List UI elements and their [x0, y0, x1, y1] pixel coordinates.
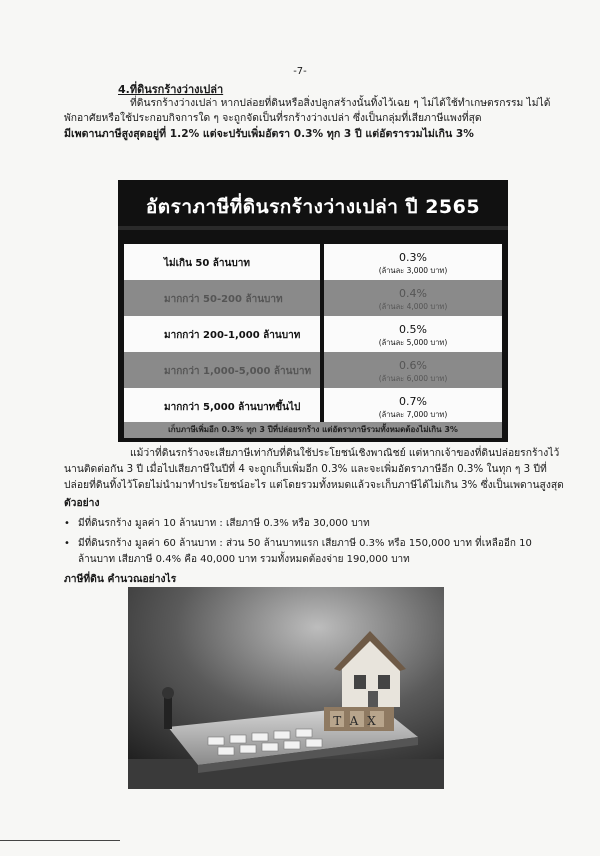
intro-line-1: ที่ดินรกร้างว่างเปล่า หากปล่อยที่ดินหรือสิ่งปลูกสร้างนั้นทิ้งไว้เฉย ๆ ไม่ได้ใช้ทำเกษตรกรรม ไม่ได้	[130, 97, 551, 109]
row-rate: 0.5%	[399, 323, 427, 336]
bullet-text: มีที่ดินรกร้าง มูลค่า 60 ล้านบาท : ส่วน 50 ล้านบาทแรก เสียภาษี 0.3% หรือ 150,000 บาท ที่เหลืออีก 10	[78, 538, 532, 549]
row-range: มากกว่า 1,000-5,000 ล้านบาท	[124, 352, 320, 388]
table-title: อัตราภาษีที่ดินรกร้างว่างเปล่า ปี 2565	[145, 196, 481, 218]
row-rate: 0.6%	[399, 359, 427, 372]
tax-rate-table	[118, 180, 508, 442]
tax-blocks	[324, 707, 394, 731]
photo-illustration	[128, 587, 444, 789]
list-item	[64, 536, 532, 551]
example-heading: ตัวอย่าง	[64, 497, 100, 509]
body-line-1: แม้ว่าที่ดินรกร้างจะเสียภาษีเท่ากับที่ดินใช้ประโยชน์เชิงพาณิชย์ แต่หากเจ้าของที่ดินปล่อยรกร้างไว้	[130, 447, 560, 459]
table-footer-note: เก็บภาษีเพิ่มอีก 0.3% ทุก 3 ปีที่ปล่อยรกร้าง แต่อัตราภาษีรวมทั้งหมดต้องไม่เกิน 3%	[124, 422, 502, 438]
body-line-2: นานติดต่อกัน 3 ปี เมื่อไปเสียภาษีในปีที่ 4 จะถูกเก็บเพิ่มอีก 0.3% และจะเพิ่มอัตราภาษีอีก 0.3% ในทุก ๆ 3 ปีที่	[64, 463, 547, 475]
table-row	[124, 316, 502, 352]
row-range: มากกว่า 5,000 ล้านบาทขึ้นไป	[124, 388, 320, 424]
table-row	[124, 244, 502, 280]
list-item-continuation	[78, 552, 410, 567]
row-rate-cell	[324, 244, 502, 280]
section-heading: 4.ที่ดินรกร้างว่างเปล่า	[118, 83, 224, 96]
row-range: ไม่เกิน 50 ล้านบาท	[124, 244, 320, 280]
bullet-text: ล้านบาท เสียภาษี 0.4% คือ 40,000 บาท รวมทั้งหมดต้องจ่าย 190,000 บาท	[78, 554, 410, 565]
row-amount: (ล้านละ 7,000 บาท)	[378, 410, 448, 419]
row-rate-cell	[324, 280, 502, 316]
bullet-icon: •	[64, 518, 70, 529]
row-rate-cell	[324, 352, 502, 388]
row-rate: 0.4%	[399, 287, 427, 300]
calc-heading: ภาษีที่ดิน คำนวณอย่างไร	[64, 573, 177, 585]
row-range: มากกว่า 200-1,000 ล้านบาท	[124, 316, 320, 352]
table-row	[124, 280, 502, 316]
row-amount: (ล้านละ 4,000 บาท)	[378, 302, 448, 311]
table-row	[124, 352, 502, 388]
table-row	[124, 388, 502, 424]
list-item	[64, 516, 370, 531]
row-rate: 0.7%	[399, 395, 427, 408]
row-rate-cell	[324, 388, 502, 424]
body-line-3: ปล่อยที่ดินทิ้งไว้โดยไม่นำมาทำประโยชน์อะไร แต่โดยรวมทั้งหมดแล้วจะเก็บภาษีได้ไม่เกิน 3% ซึ่งเป็นเพดานสูงสุด	[64, 479, 564, 491]
tax-blocks-label: TAX	[333, 714, 385, 728]
page-number: -7-	[293, 66, 307, 77]
intro-line-2: พักอาศัยหรือใช้ประกอบกิจการใด ๆ จะถูกจัดเป็นที่รกร้างว่างเปล่า ซึ่งเป็นกลุ่มที่เสียภาษีแพงที่สุด	[64, 112, 482, 124]
intro-line-3: มีเพดานภาษีสูงสุดอยู่ที่ 1.2% แต่จะปรับเพิ่มอัตรา 0.3% ทุก 3 ปี แต่อัตรารวมไม่เกิน 3%	[64, 128, 474, 140]
bullet-icon: •	[64, 538, 70, 549]
row-amount: (ล้านละ 6,000 บาท)	[378, 374, 448, 383]
house-calculator-photo	[128, 587, 444, 789]
footer-rule	[0, 840, 120, 841]
row-amount: (ล้านละ 3,000 บาท)	[378, 266, 448, 275]
row-amount: (ล้านละ 5,000 บาท)	[378, 338, 448, 347]
row-range: มากกว่า 50-200 ล้านบาท	[124, 280, 320, 316]
table-subhead-bar	[118, 226, 508, 230]
row-rate-cell	[324, 316, 502, 352]
bullet-text: มีที่ดินรกร้าง มูลค่า 10 ล้านบาท : เสียภาษี 0.3% หรือ 30,000 บาท	[78, 518, 370, 529]
row-rate: 0.3%	[399, 251, 427, 264]
